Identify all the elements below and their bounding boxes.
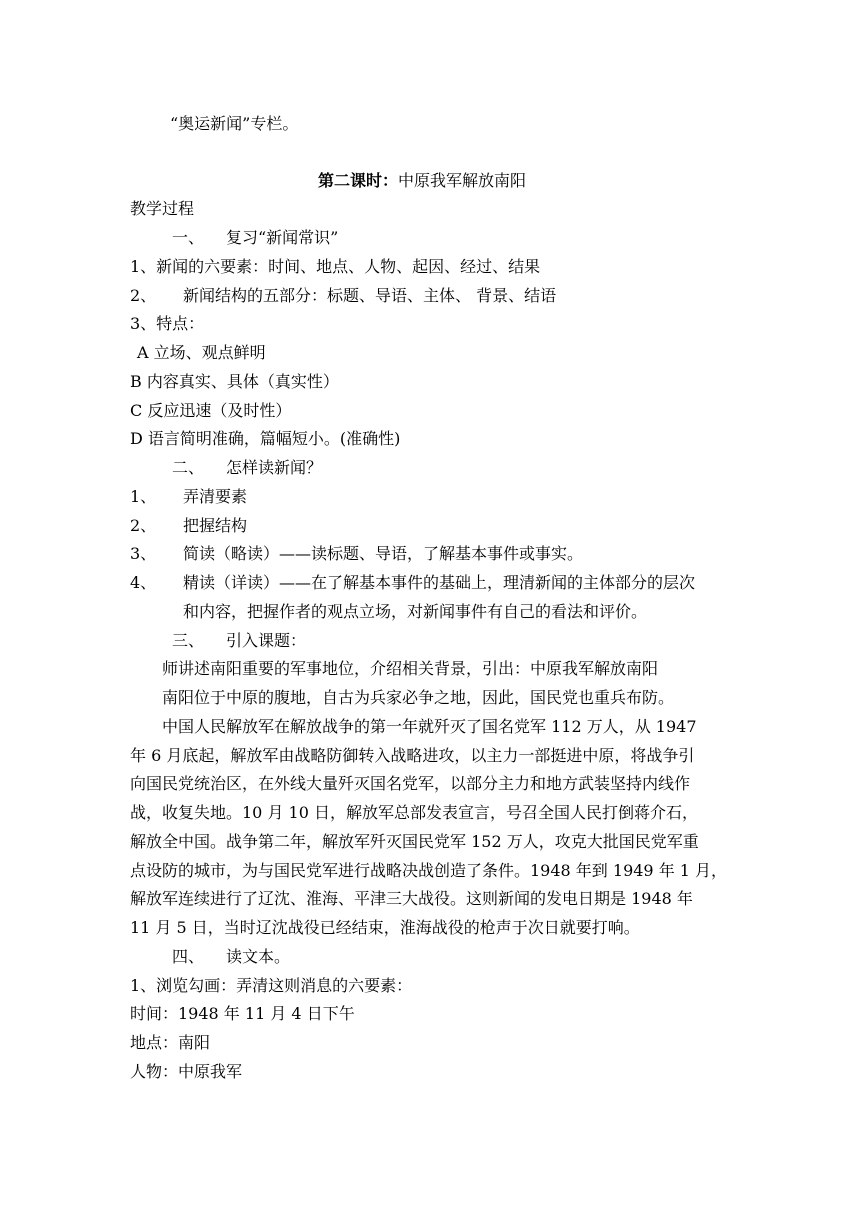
lesson-title-text: 中原我军解放南阳 xyxy=(398,171,527,190)
read-step-3-number: 3、 xyxy=(130,544,157,563)
olympic-column-line: “奥运新闻”专栏。 xyxy=(170,114,299,133)
intro-line-1: 师讲述南阳重要的军事地位，介绍相关背景，引出：中原我军解放南阳 xyxy=(162,659,659,678)
feature-b: B 内容真实、具体（真实性） xyxy=(130,372,339,391)
background-paragraph-line-4: 战，收复失地。10 月 10 日，解放军总部发表宣言，号召全国人民打倒蒋介石， xyxy=(130,803,698,822)
section-1-heading: 复习“新闻常识” xyxy=(226,228,339,247)
background-paragraph-line-8: 11 月 5 日，当时辽沈战役已经结束，淮海战役的枪声于次日就要打响。 xyxy=(130,918,640,937)
background-paragraph-line-2: 年 6 月底起，解放军由战略防御转入战略进攻，以主力一部挺进中原，将战争引 xyxy=(130,746,695,765)
read-step-2-number: 2、 xyxy=(130,516,157,535)
feature-c: C 反应迅速（及时性） xyxy=(130,401,292,420)
read-step-3: 简读（略读）——读标题、导语，了解基本事件或事实。 xyxy=(183,544,584,563)
features-line: 3、特点： xyxy=(130,314,205,333)
structure-line: 新闻结构的五部分：标题、导语、主体、 背景、结语 xyxy=(183,286,557,305)
read-step-4-continued: 和内容，把握作者的观点立场，对新闻事件有自己的看法和评价。 xyxy=(183,602,648,621)
read-step-4-number: 4、 xyxy=(130,573,157,592)
browse-line: 1、浏览勾画：弄清这则消息的六要素： xyxy=(130,976,413,995)
element-place: 地点：南阳 xyxy=(130,1033,211,1052)
intro-line-2: 南阳位于中原的腹地，自古为兵家必争之地，因此，国民党也重兵布防。 xyxy=(162,688,675,707)
six-elements-line: 1、新闻的六要素：时间、地点、人物、起因、经过、结果 xyxy=(130,257,541,276)
background-paragraph-line-6: 点设防的城市，为与国民党军进行战略决战创造了条件。1948 年到 1949 年 1 月， xyxy=(130,861,728,880)
background-paragraph-line-3: 向国民党统治区，在外线大量歼灭国名党军，以部分主力和地方武装坚持内线作 xyxy=(130,774,691,793)
lesson-title-label: 第二课时： xyxy=(318,171,399,190)
structure-number: 2、 xyxy=(130,286,157,305)
feature-a: A 立场、观点鲜明 xyxy=(137,343,266,362)
teaching-process-heading: 教学过程 xyxy=(130,199,195,218)
section-2-heading: 怎样读新闻？ xyxy=(226,458,323,477)
read-step-1: 弄清要素 xyxy=(183,487,248,506)
section-1-number: 一、 xyxy=(172,228,205,247)
read-step-4: 精读（详读）——在了解基本事件的基础上，理清新闻的主体部分的层次 xyxy=(183,573,696,592)
section-4-number: 四、 xyxy=(172,947,205,966)
background-paragraph-line-5: 解放全中国。战争第二年，解放军歼灭国民党军 152 万人，攻克大批国民党军重 xyxy=(130,832,699,851)
read-step-1-number: 1、 xyxy=(130,487,157,506)
section-2-number: 二、 xyxy=(172,458,205,477)
background-paragraph-line-7: 解放军连续进行了辽沈、淮海、平津三大战役。这则新闻的发电日期是 1948 年 xyxy=(130,889,693,908)
feature-d: D 语言简明准确，篇幅短小。(准确性) xyxy=(130,429,401,448)
read-step-2: 把握结构 xyxy=(183,516,248,535)
section-4-heading: 读文本。 xyxy=(226,947,291,966)
background-paragraph-line-1: 中国人民解放军在解放战争的第一年就歼灭了国名党军 112 万人，从 1947 xyxy=(162,717,697,736)
section-3-number: 三、 xyxy=(172,631,205,650)
element-person: 人物：中原我军 xyxy=(130,1062,243,1081)
section-3-heading: 引入课题： xyxy=(226,631,307,650)
element-time: 时间：1948 年 11 月 4 日下午 xyxy=(130,1004,355,1023)
lesson-title xyxy=(318,171,526,191)
